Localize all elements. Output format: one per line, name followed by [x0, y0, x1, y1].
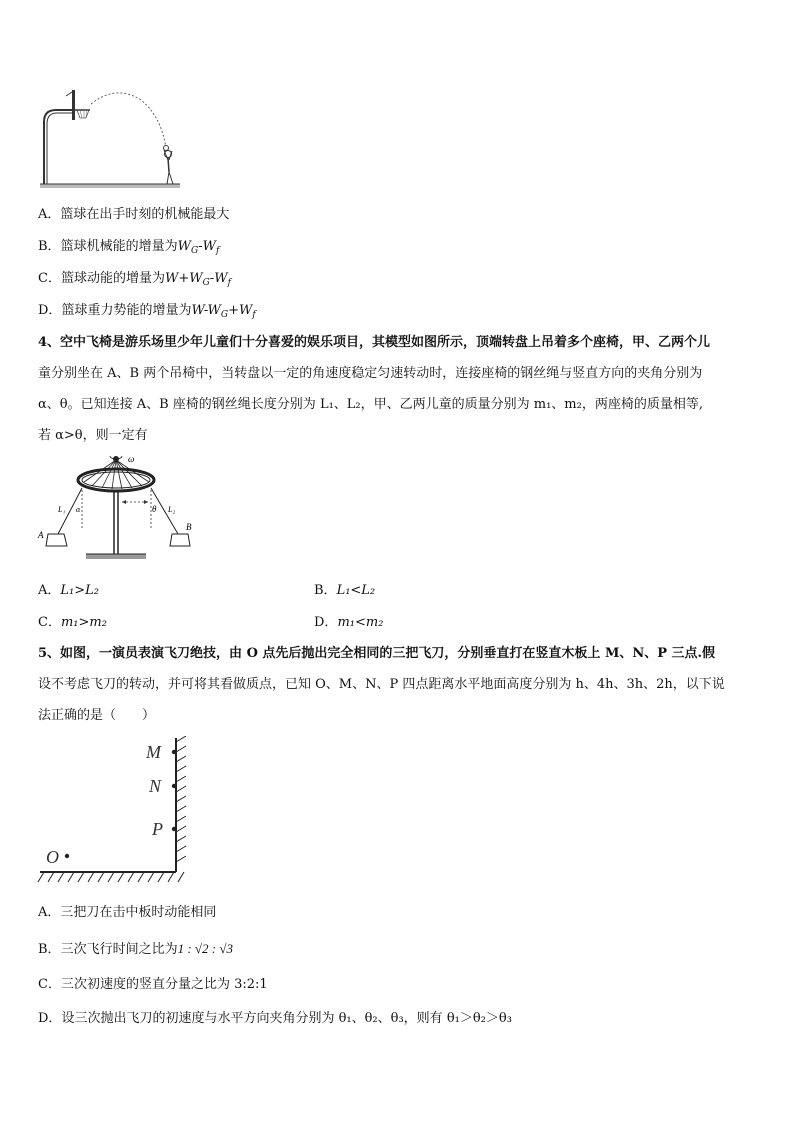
basketball-figure — [36, 86, 186, 192]
q5-option-a[interactable]: A．三把刀在击中板时动能相同 — [38, 905, 217, 920]
q4-option-b[interactable]: B．L₁<L₂ — [314, 583, 376, 598]
q5-stem-line-1: 5、如图，一演员表演飞刀绝技，由 O 点先后抛出完全相同的三把飞刀，分别垂直打在竖直木板上 M、N、P 三点.假 — [38, 646, 716, 661]
knife-throw-figure — [36, 736, 196, 888]
q3-option-b[interactable]: B．篮球机械能的增量为$W_G-W_f$ — [38, 239, 220, 256]
O-label: O — [46, 847, 59, 867]
q4-stem-line-2: 童分别坐在 A、B 两个吊椅中，当转盘以一定的角速度稳定匀速转动时，连接座椅的钢丝绳与竖直方向的夹角分别为 — [38, 366, 703, 381]
q3-option-d[interactable]: D．篮球重力势能的增量为$W-W_G+W_f$ — [38, 303, 256, 320]
theta-label: θ — [152, 504, 157, 514]
M-label: M — [146, 742, 161, 762]
q5-stem-line-3: 法正确的是（ ） — [38, 708, 156, 723]
q3-option-c[interactable]: C．篮球动能的增量为$W+W_G-W_f$ — [38, 271, 231, 288]
q4-option-c[interactable]: C．m₁>m₂ — [38, 615, 107, 630]
q4-option-d[interactable]: D．m₁<m₂ — [314, 615, 384, 630]
q5-option-c[interactable]: C．三次初速度的竖直分量之比为 3:2:1 — [38, 977, 268, 992]
alpha-label: α — [76, 505, 81, 514]
q3-option-a[interactable]: A．篮球在出手时刻的机械能最大 — [38, 207, 230, 222]
B-label: B — [186, 522, 192, 532]
N-label: N — [149, 776, 162, 796]
flying-chair-figure — [36, 450, 206, 565]
A-label: A — [38, 530, 44, 540]
q5-option-d[interactable]: D．设三次抛出飞刀的初速度与水平方向夹角分别为 θ₁、θ₂、θ₃，则有 θ₁＞θ₂＞θ₃ — [38, 1011, 512, 1026]
L2-label: L₂ — [168, 505, 176, 514]
L1-label: L₁ — [58, 505, 66, 514]
q4-stem-line-4: 若 α>θ，则一定有 — [38, 428, 148, 443]
P-label: P — [152, 819, 163, 839]
q5-option-b[interactable]: B．三次飞行时间之比为1 : √2 : √3 — [38, 941, 234, 957]
omega-label: ω — [128, 454, 135, 464]
q4-option-a[interactable]: A．L₁>L₂ — [38, 583, 99, 598]
q4-stem-line-1: 4、空中飞椅是游乐场里少年儿童们十分喜爱的娱乐项目，其模型如图所示，顶端转盘上吊着多个座椅，甲、乙两个儿 — [38, 335, 711, 350]
q5-stem-line-2: 设不考虑飞刀的转动，并可将其看做质点，已知 O、M、N、P 四点距离水平地面高度分别为 h、4h、3h、2h，以下说 — [38, 677, 725, 692]
q4-stem-line-3: α、θ。已知连接 A、B 座椅的钢丝绳长度分别为 L₁、L₂，甲、乙两儿童的质量分别为 m₁、m₂，两座椅的质量相等, — [38, 397, 703, 412]
